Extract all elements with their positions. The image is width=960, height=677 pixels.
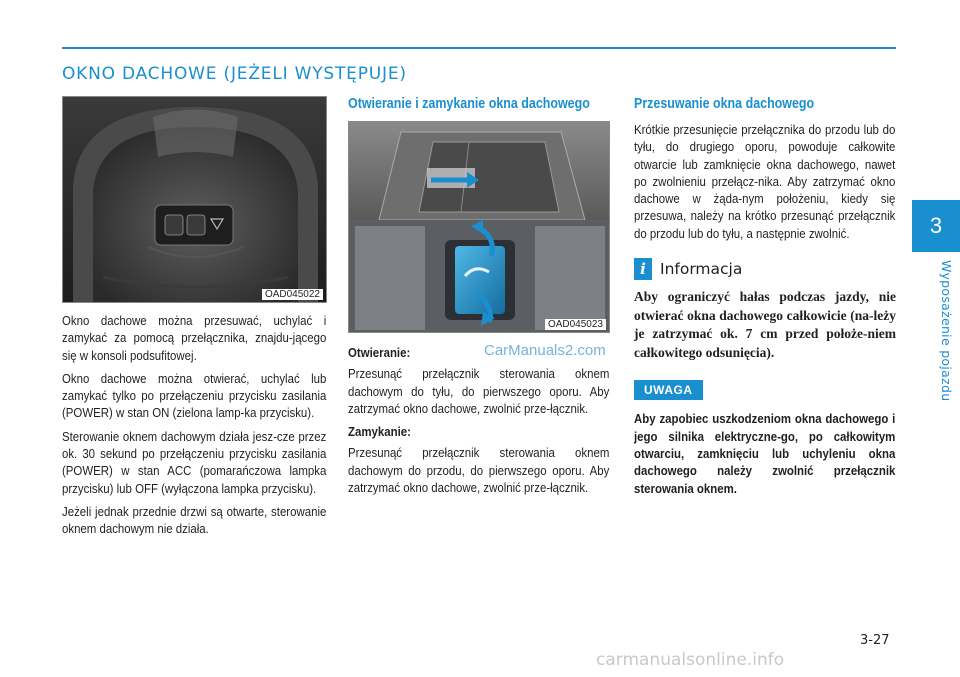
sunroof-switch-illustration bbox=[349, 122, 610, 333]
close-text: Przesunąć przełącznik sterowania oknem dachowym do przodu, do pierwszego oporu. Aby zatrzymać okno dachowe, zwolnić prze-łącznik. bbox=[348, 445, 610, 496]
column-left bbox=[62, 96, 327, 544]
page-number: 3-27 bbox=[860, 633, 890, 648]
watermark: carmanualsonline.info bbox=[596, 650, 785, 670]
sliding-text bbox=[634, 121, 895, 242]
paragraph: Okno dachowe można przesuwać, uchylać i zamykać za pomocą przełącznika, znajdu-jącego się w konsoli podsufitowej. bbox=[62, 313, 327, 363]
sunroof-switch-photo bbox=[348, 121, 610, 333]
overhead-console-photo bbox=[62, 96, 327, 303]
intro-text bbox=[62, 312, 326, 538]
info-text: Aby ograniczyć hałas podczas jazdy, nie otwierać okna dachowego całkowicie (na-leży je zatrzymać ok. 7 cm przed położe-niem całkowitego odsunięcia). bbox=[634, 289, 896, 360]
column-middle bbox=[348, 96, 610, 502]
paragraph: Okno dachowe można otwierać, uchylać lub zamykać tylko po przełączeniu przycisku zasilania (POWER) w stan ON (zielona lamp-ka przycisku). bbox=[62, 370, 327, 421]
warning-badge: UWAGA bbox=[634, 380, 703, 400]
open-close-text bbox=[348, 344, 609, 496]
paragraph: Krótkie przesunięcie przełącznika do przodu lub do tyłu, do drugiego oporu, powoduje całkowite otwarcie lub zamknięcie okna dachowego, nawet po zwolnieniu przełącz-nika. Aby zatrzymać okno dachowe w żąda-nym położeniu, kiedy się przesuwa, należy na krótko przesunąć przełącznik do przodu lub do tyłu, a następnie zwolnić. bbox=[634, 122, 896, 241]
info-icon: i bbox=[634, 258, 652, 280]
overhead-console-illustration bbox=[63, 97, 327, 303]
top-rule bbox=[62, 47, 896, 49]
info-title: Informacja bbox=[660, 260, 743, 279]
open-close-heading: Otwieranie i zamykanie okna dachowego bbox=[348, 96, 590, 112]
column-right bbox=[634, 96, 896, 497]
warning-text: Aby zapobiec uszkodzeniom okna dachowego i jego silnika elektryczne-go, po całkowitym otwarciu, zamknięciu lub uchyleniu okna dachowego należy zwolnić przełącznik sterowania oknem. bbox=[634, 411, 896, 496]
paragraph: Sterowanie oknem dachowym działa jesz-cze przez ok. 30 sekund po przełączeniu przycisku zasilania (POWER) w stan ACC (pomarańczowa lampka przycisku) lub OFF (wyłączona lampka przycisku). bbox=[62, 428, 327, 496]
section-title: OKNO DACHOWE (JEŻELI WYSTĘPUJE) bbox=[62, 64, 407, 84]
open-label: Otwieranie: bbox=[348, 345, 411, 360]
watermark: CarManuals2.com bbox=[484, 342, 606, 359]
image-code: OAD045022 bbox=[262, 289, 323, 300]
image-code: OAD045023 bbox=[545, 319, 606, 330]
sliding-heading: Przesuwanie okna dachowego bbox=[634, 96, 815, 112]
info-header bbox=[634, 258, 896, 280]
open-text: Przesunąć przełącznik sterowania oknem dachowym do tyłu, do pierwszego oporu. Aby zatrzymać okno dachowe, zwolnić prze-łącznik. bbox=[348, 366, 610, 416]
chapter-tab: 3 bbox=[912, 200, 960, 252]
chapter-label: Wyposażenie pojazdu bbox=[939, 260, 954, 402]
paragraph: Jeżeli jednak przednie drzwi są otwarte, sterowanie oknem dachowym nie działa. bbox=[62, 503, 327, 537]
close-label: Zamykanie: bbox=[348, 424, 411, 440]
